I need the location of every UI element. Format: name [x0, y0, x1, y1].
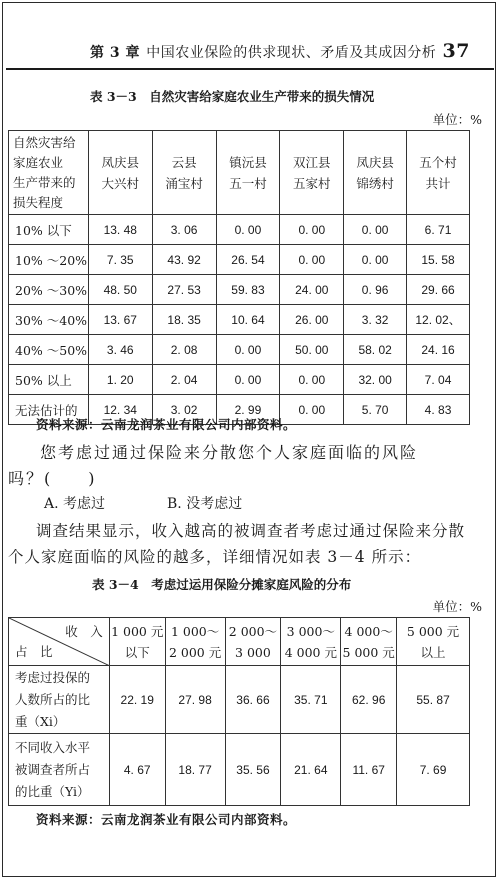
table-cell: 0. 00	[216, 335, 280, 365]
corner-line: 家庭农业	[13, 154, 64, 170]
row-label-line: 不同收入水平	[15, 739, 91, 755]
result-line-2: 个人家庭面临的风险的越多，详细情况如表 3－4 所示：	[8, 548, 422, 566]
table-cell: 18. 35	[152, 305, 216, 335]
table-cell: 18. 77	[165, 734, 225, 806]
column-header-line: 凤庆县	[356, 154, 394, 170]
table-cell: 29. 66	[407, 275, 470, 305]
column-header-line: 锦绣村	[356, 175, 394, 191]
row-label-line: 人数所占的比	[15, 691, 91, 707]
table-cell: 2. 08	[152, 335, 216, 365]
column-header-line: 1 000 元	[111, 623, 164, 639]
table1-corner-header	[9, 131, 89, 215]
row-label-line: 的比重（Yi）	[15, 783, 90, 799]
row-label: 30% ～40%	[9, 305, 89, 335]
table-cell: 7. 35	[88, 245, 152, 275]
table-cell: 0. 96	[344, 275, 407, 305]
table-cell: 3. 46	[88, 335, 152, 365]
row-label: 无法估计的	[9, 395, 89, 425]
table1-unit: 单位：%	[432, 112, 482, 127]
table-cell: 22. 19	[109, 666, 165, 734]
row-label: 40% ～50%	[9, 335, 89, 365]
table2-source: 资料来源：云南龙润茶业有限公司内部资料。	[36, 812, 297, 827]
running-header	[90, 40, 470, 62]
table-cell: 1. 20	[88, 365, 152, 395]
column-header-line: 大兴村	[101, 175, 140, 191]
table2-corner-header	[9, 618, 110, 666]
corner-line: 自然灾害给	[13, 134, 76, 150]
corner-top-label: 收 入	[65, 623, 103, 639]
column-header	[407, 131, 470, 215]
table1	[8, 130, 470, 425]
page-number: 37	[442, 40, 470, 62]
corner-bottom-label: 占 比	[15, 643, 53, 659]
table-cell: 3. 06	[152, 215, 216, 245]
row-label: 10% ～20%	[9, 245, 89, 275]
table2-header-row	[9, 618, 470, 666]
table-row	[9, 734, 470, 806]
table-cell: 7. 04	[407, 365, 470, 395]
column-header-line: 云县	[171, 154, 197, 170]
table-cell: 5. 70	[344, 395, 407, 425]
column-header-line: 5 000 元	[406, 623, 460, 639]
column-header-line: 5 000 元	[342, 644, 395, 660]
table-cell: 50. 00	[280, 335, 344, 365]
table-cell: 27. 53	[152, 275, 216, 305]
table-cell: 3. 32	[344, 305, 407, 335]
row-label-line: 考虑过投保的	[15, 669, 91, 685]
table-cell: 62. 96	[341, 666, 397, 734]
question-line: 您考虑过通过保险来分散您个人家庭面临的风险	[40, 443, 419, 462]
option-b: B. 没考虑过	[167, 496, 243, 512]
option-a: A. 考虑过	[44, 496, 106, 512]
table-cell: 6. 71	[407, 215, 470, 245]
table-cell: 43. 92	[152, 245, 216, 275]
table-row	[9, 365, 470, 395]
table-cell: 7. 69	[397, 734, 470, 806]
column-header-line: 涌宝村	[165, 175, 203, 191]
table-row	[9, 215, 470, 245]
table-cell: 12. 02、	[407, 305, 470, 335]
table2-unit: 单位：%	[432, 599, 482, 614]
table1-source: 资料来源：云南龙润茶业有限公司内部资料。	[36, 417, 297, 432]
table-cell: 12. 34	[88, 395, 152, 425]
table-row	[9, 245, 470, 275]
table-cell: 58. 02	[344, 335, 407, 365]
question-text	[40, 440, 460, 466]
column-header-line: 共计	[425, 175, 451, 191]
table-cell: 55. 87	[397, 666, 470, 734]
column-header	[216, 131, 280, 215]
table-cell: 15. 58	[407, 245, 470, 275]
row-label: 20% ～30%	[9, 275, 89, 305]
column-header	[152, 131, 216, 215]
table-cell: 13. 48	[88, 215, 152, 245]
row-label-line: 被调查者所占	[15, 761, 91, 777]
table-cell: 3. 02	[152, 395, 216, 425]
row-label: 50% 以上	[9, 365, 89, 395]
table-row	[9, 305, 470, 335]
table2-caption: 表 3－4 考虑过运用保险分摊家庭风险的分布	[92, 577, 352, 592]
column-header-line: 2 000～	[228, 623, 278, 639]
table-cell: 0. 00	[344, 245, 407, 275]
header-rule	[6, 68, 494, 70]
result-line-1: 调查结果显示，收入越高的被调查者考虑过通过保险来分散	[36, 522, 466, 540]
chapter-number: 第 3 章	[90, 45, 140, 61]
table-cell: 35. 71	[281, 666, 341, 734]
table-cell: 27. 98	[165, 666, 225, 734]
column-header	[281, 618, 341, 666]
column-header-line: 五个村	[419, 154, 457, 170]
column-header-line: 3 000	[235, 644, 271, 660]
table-cell: 0. 00	[280, 245, 344, 275]
table-cell: 0. 00	[280, 215, 344, 245]
table-cell: 26. 00	[280, 305, 344, 335]
table-cell: 24. 00	[280, 275, 344, 305]
column-header	[280, 131, 344, 215]
row-label: 10% 以下	[9, 215, 89, 245]
row-label-line: 重（Xi）	[15, 713, 66, 729]
column-header	[165, 618, 225, 666]
table-cell: 13. 67	[88, 305, 152, 335]
column-header-line: 双江县	[293, 154, 331, 170]
column-header-line: 镇沅县	[229, 154, 267, 170]
table-cell: 11. 67	[341, 734, 397, 806]
table-row	[9, 275, 470, 305]
question-text-continued: 吗？( )	[8, 469, 97, 488]
column-header-line: 4 000～	[344, 623, 393, 639]
column-header	[341, 618, 397, 666]
table-cell: 0. 00	[344, 215, 407, 245]
table1-caption: 表 3－3 自然灾害给家庭农业生产带来的损失情况	[90, 89, 375, 104]
table-cell: 0. 00	[280, 395, 344, 425]
column-header	[397, 618, 470, 666]
table-cell: 4. 83	[407, 395, 470, 425]
column-header-line: 2 000 元	[168, 644, 222, 660]
column-header-line: 凤庆县	[101, 154, 140, 170]
table-cell: 24. 16	[407, 335, 470, 365]
answer-options	[44, 493, 242, 513]
column-header	[88, 131, 152, 215]
corner-line: 生产带来的	[13, 174, 76, 190]
column-header-line: 以上	[420, 644, 446, 660]
table-cell: 0. 00	[216, 215, 280, 245]
column-header	[109, 618, 165, 666]
table-row	[9, 335, 470, 365]
table-cell: 26. 54	[216, 245, 280, 275]
table-cell: 10. 64	[216, 305, 280, 335]
table-cell: 2. 04	[152, 365, 216, 395]
row-label	[9, 666, 110, 734]
table-cell: 4. 67	[109, 734, 165, 806]
column-header-line: 1 000～	[170, 623, 220, 639]
table-cell: 35. 56	[225, 734, 281, 806]
table-row	[9, 666, 470, 734]
column-header-line: 五一村	[229, 175, 267, 191]
table-cell: 36. 66	[225, 666, 281, 734]
column-header-line: 以下	[124, 644, 150, 660]
table-cell: 0. 00	[280, 365, 344, 395]
column-header-line: 4 000 元	[284, 644, 337, 660]
corner-line: 损失程度	[13, 194, 64, 210]
chapter-title: 中国农业保险的供求现状、矛盾及其成因分析	[146, 45, 437, 61]
table-cell: 59. 83	[216, 275, 280, 305]
table-cell: 48. 50	[88, 275, 152, 305]
column-header	[225, 618, 281, 666]
row-label	[9, 734, 110, 806]
table1-header-row	[9, 131, 470, 215]
table-cell: 2. 99	[216, 395, 280, 425]
column-header-line: 五家村	[293, 175, 331, 191]
table-cell: 21. 64	[281, 734, 341, 806]
table-cell: 0. 00	[216, 365, 280, 395]
column-header	[344, 131, 407, 215]
column-header-line: 3 000～	[286, 623, 335, 639]
table2	[8, 617, 470, 806]
table-cell: 32. 00	[344, 365, 407, 395]
